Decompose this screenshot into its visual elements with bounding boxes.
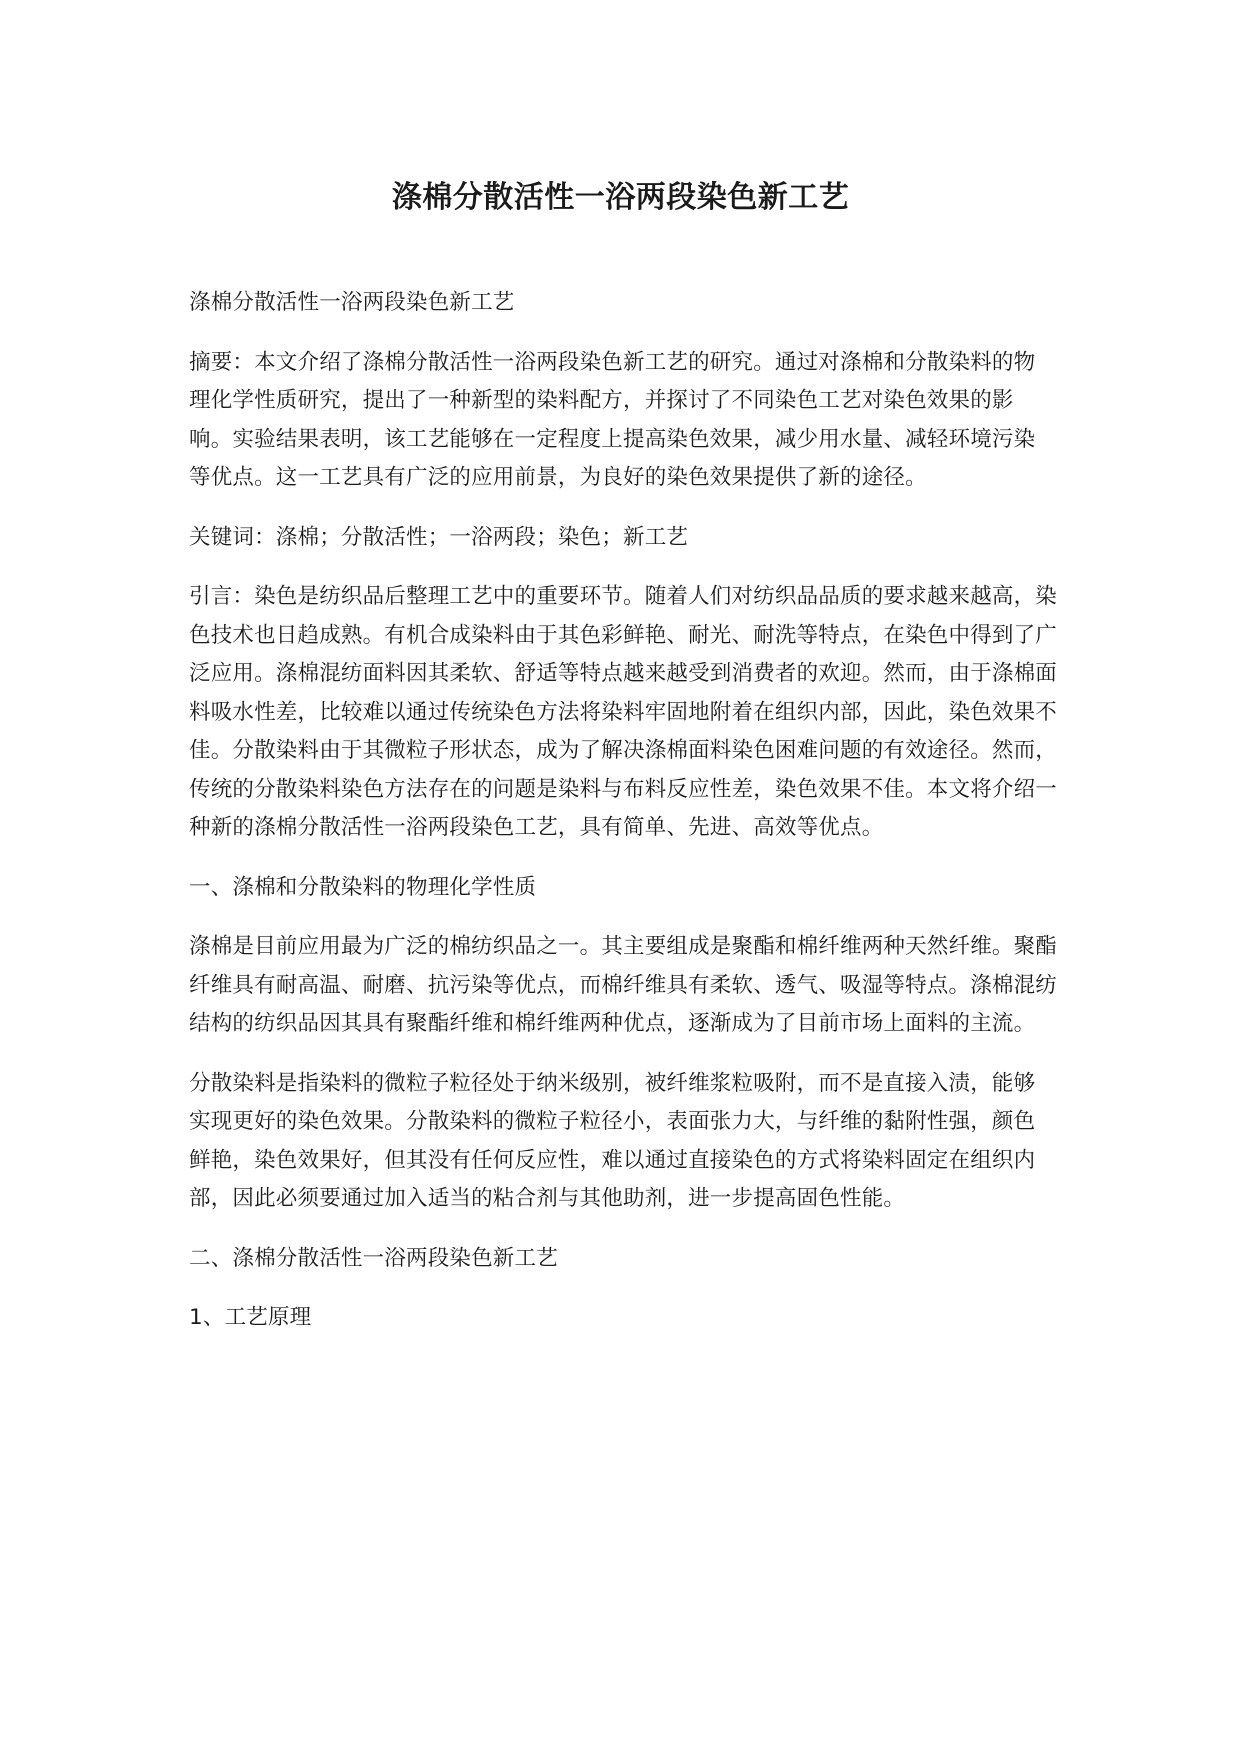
abstract-paragraph: 摘要：本文介绍了涤棉分散活性一浴两段染色新工艺的研究。通过对涤棉和分散染料的物理化学性质研究，提出了一种新型的染料配方，并探讨了不同染色工艺对染色效果的影响。实验结果表明，该工艺能够在一定程度上提高染色效果，减少用水量、减轻环境污染等优点。这一工艺具有广泛的应用前景，为良好的染色效果提供了新的途径。 [189,349,1036,490]
introduction-paragraph: 引言：染色是纺织品后整理工艺中的重要环节。随着人们对纺织品品质的要求越来越高，染色技术也日趋成熟。有机合成染料由于其色彩鲜艳、耐光、耐洗等特点，在染色中得到了广泛应用。涤棉混纺面料因其柔软、舒适等特点越来越受到消费者的欢迎。然而，由于涤棉面料吸水性差，比较难以通过传统染色方法将染料牢固地附着在组织内部，因此，染色效果不佳。分散染料由于其微粒子形状态，成为了解决涤棉面料染色困难问题的有效途径。然而，传统的分散染料染色方法存在的问题是染料与布料反应性差，染色效果不佳。本文将介绍一种新的涤棉分散活性一浴两段染色工艺，具有简单、先进、高效等优点。 [189,584,1058,840]
polyester-cotton-paragraph: 涤棉是目前应用最为广泛的棉纺织品之一。其主要组成是聚酯和棉纤维两种天然纤维。聚酯纤维具有耐高温、耐磨、抗污染等优点，而棉纤维具有柔软、透气、吸湿等特点。涤棉混纺结构的纺织品因其具有聚酯纤维和棉纤维两种优点，逐渐成为了目前市场上面料的主流。 [189,934,1058,1036]
document-body [189,284,1069,1359]
section-heading-1: 一、涤棉和分散染料的物理化学性质 [189,874,537,900]
subsection-heading-1: 1、工艺原理 [189,1305,312,1330]
keywords-paragraph: 关键词：涤棉；分散活性；一浴两段；染色；新工艺 [189,524,689,550]
section-heading-2: 二、涤棉分散活性一浴两段染色新工艺 [189,1245,558,1271]
subtitle-paragraph: 涤棉分散活性一浴两段染色新工艺 [189,290,515,315]
disperse-dye-paragraph: 分散染料是指染料的微粒子粒径处于纳米级别，被纤维浆粒吸附，而不是直接入渍，能够实现更好的染色效果。分散染料的微粒子粒径小，表面张力大，与纤维的黏附性强，颜色鲜艳，染色效果好，但其没有任何反应性，难以通过直接染色的方式将染料固定在组织内部，因此必须要通过加入适当的粘合剂与其他助剂，进一步提高固色性能。 [189,1070,1036,1211]
document-title: 涤棉分散活性一浴两段染色新工艺 [391,180,850,215]
